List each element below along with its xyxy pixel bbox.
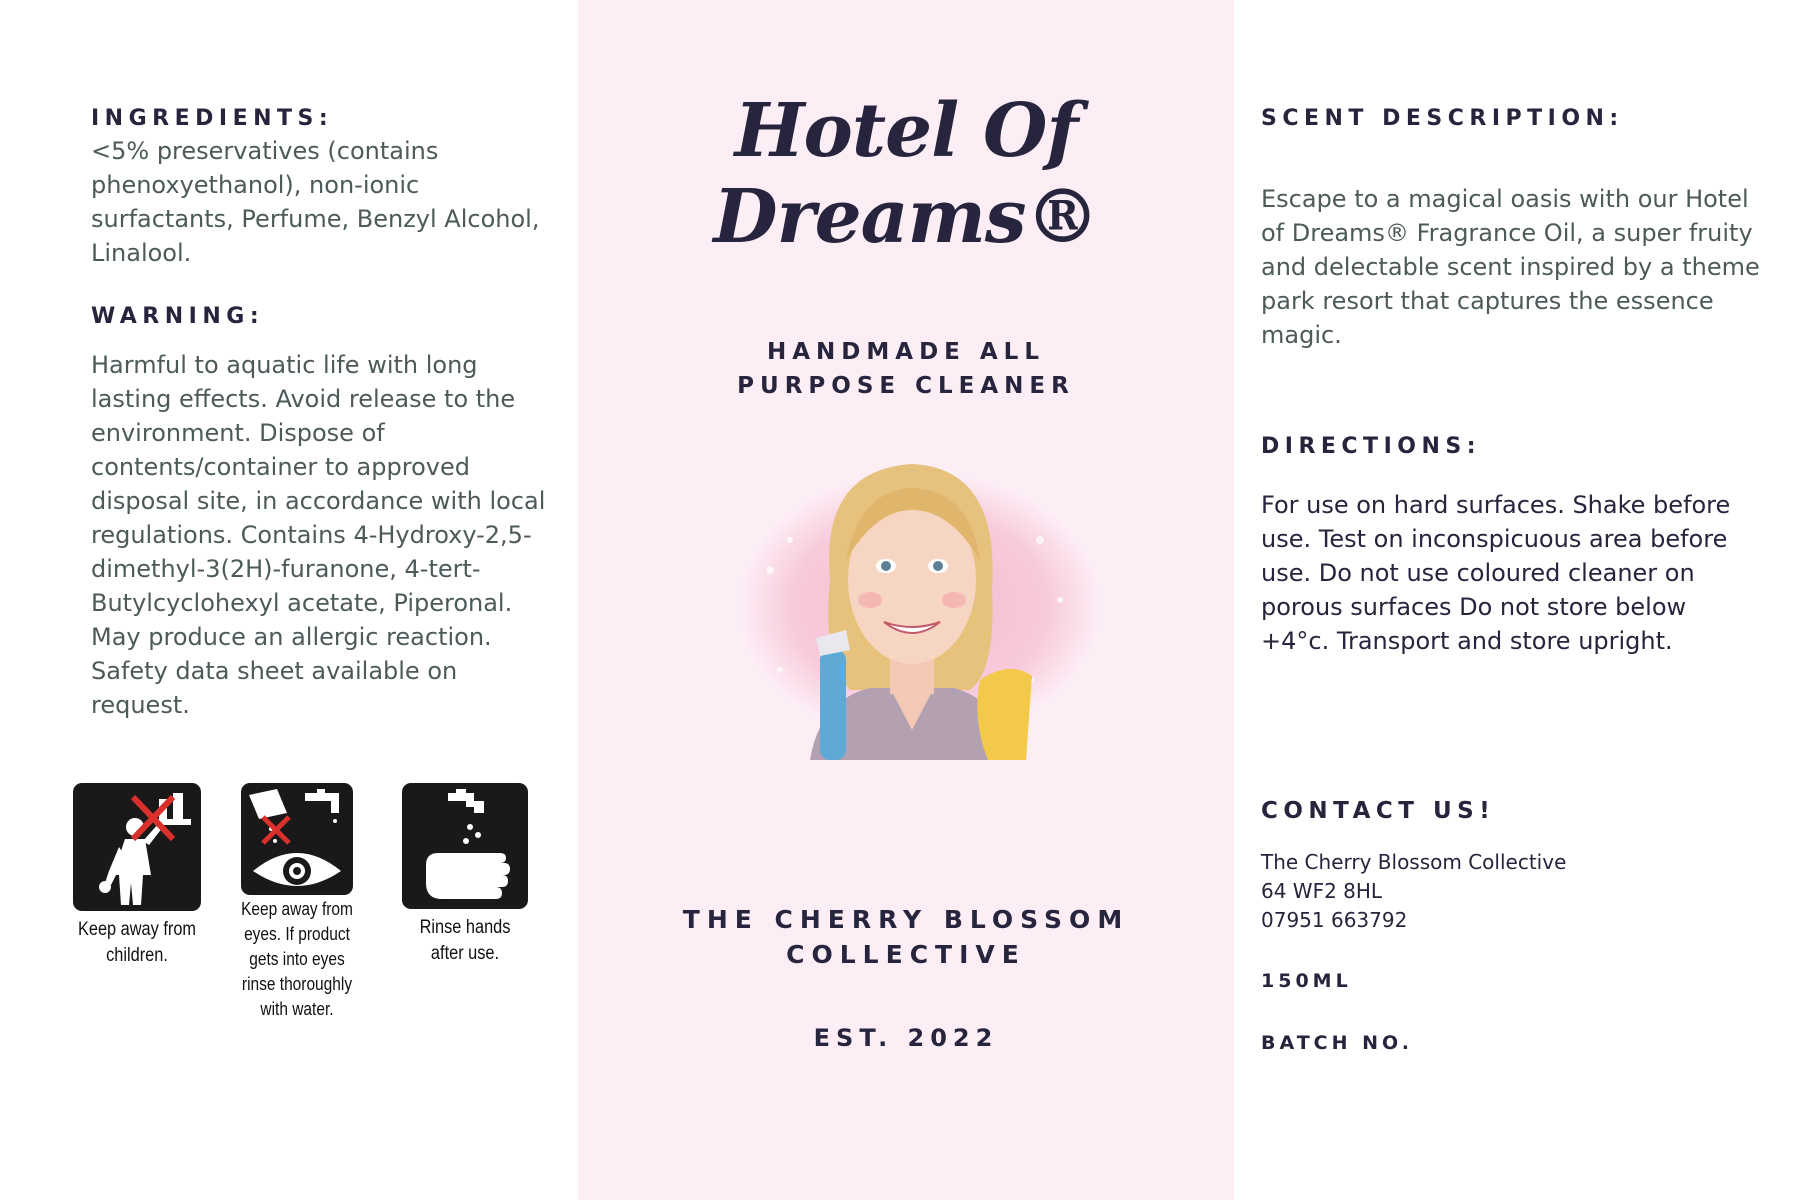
rinse-hands-icon [402, 783, 528, 909]
pictogram-children [62, 783, 212, 969]
warning-heading: WARNING: [91, 304, 265, 329]
product-title: Hotel Of Dreams® [713, 88, 1099, 260]
scent-text: Escape to a magical oasis with our Hotel of Dreams® Fragrance Oil, a super fruity and delectable scent inspired by a theme park resort that captures the essence magic. [1261, 185, 1760, 349]
center-panel [578, 0, 1234, 1200]
brand-line: COLLECTIVE [786, 940, 1026, 969]
subtitle-line: HANDMADE ALL [766, 339, 1045, 365]
product-size: 150ML [1261, 970, 1352, 992]
pictogram-caption: Keep away from eyes. If product gets into eyes rinse thoroughly with water. [241, 899, 353, 1019]
contact-phone: 07951 663792 [1261, 908, 1408, 932]
subtitle-line: PURPOSE CLEANER [737, 373, 1075, 399]
pictogram-caption: Keep away from children. [77, 919, 197, 966]
ingredients-text: <5% preservatives (contains phenoxyethanol), non-ionic surfactants, Perfume, Benzyl Alcohol, Linalool. [91, 137, 540, 267]
contact-address: 64 WF2 8HL [1261, 879, 1383, 903]
left-panel [0, 0, 578, 1200]
ingredients-heading: INGREDIENTS: [91, 106, 334, 131]
right-panel [1234, 0, 1800, 1200]
brand-name [578, 902, 1234, 972]
contact-details [1261, 848, 1566, 935]
batch-number: BATCH NO. [1261, 1032, 1413, 1054]
established-year: EST. 2022 [813, 1024, 999, 1052]
caricature-portrait-icon [700, 450, 1120, 760]
directions-text: For use on hard surfaces. Shake before use. Test on inconspicuous area before use. Do not use coloured cleaner on porous surfaces Do not store below +4°c. Transport and store upright. [1261, 491, 1731, 655]
warning-text: Harmful to aquatic life with long lasting effects. Avoid release to the environment. Dispose of contents/container to approved disposal site, in accordance with local regulations. Contains 4-Hydroxy-2,5-dimethyl-3(2H)-furanone, 4-tert-Butylcyclohexyl acetate, Piperonal. May produce an allergic reaction. Safety data sheet available on request. [91, 351, 546, 719]
pictogram-caption: Rinse hands after use. [419, 917, 511, 964]
product-subtitle [578, 335, 1234, 403]
contact-heading: CONTACT US! [1261, 798, 1496, 824]
keep-away-from-eyes-icon [241, 783, 353, 895]
keep-away-from-children-icon [73, 783, 201, 911]
contact-name: The Cherry Blossom Collective [1261, 850, 1567, 874]
brand-line: THE CHERRY BLOSSOM [682, 905, 1130, 934]
pictogram-rinse [392, 783, 538, 967]
pictogram-eyes [222, 783, 372, 1022]
scent-heading: SCENT DESCRIPTION: [1261, 106, 1624, 131]
directions-heading: DIRECTIONS: [1261, 434, 1482, 459]
